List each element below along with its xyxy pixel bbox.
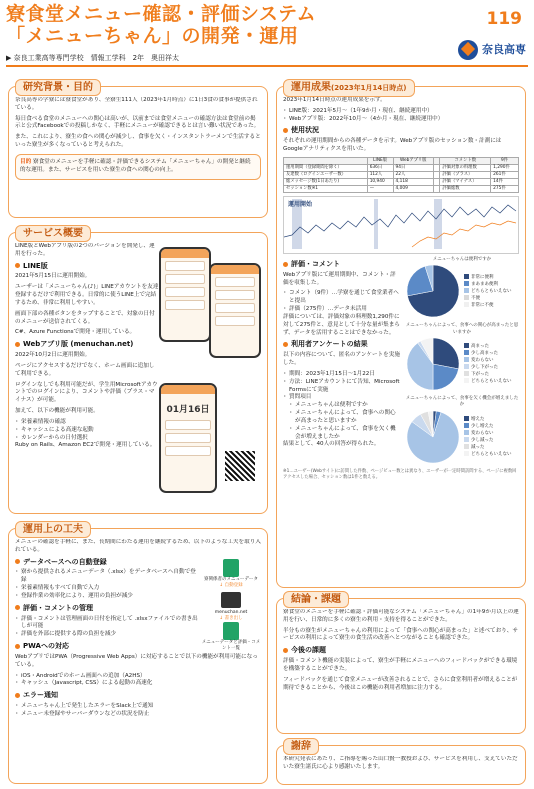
legend-label: 高まった: [471, 343, 489, 349]
legend-item: [464, 288, 512, 295]
legend-swatch: [464, 437, 469, 442]
phone-date: 01月16日: [166, 405, 210, 415]
future-text: 評価・コメント機能の実装によって、寮生が手軽にメニューへのフィードバックができる環境を構築することができた。: [283, 658, 518, 672]
survey-heading: 利用者アンケートの結果: [283, 340, 401, 350]
pie-chart-block: [405, 257, 519, 319]
list-item: ・ 評価を外部に提供する際の負担を減少: [15, 631, 201, 639]
table-header-cell: LINE版: [367, 157, 393, 164]
pwa-heading: PWAへの対応: [15, 642, 201, 652]
section-heading: 運用成果(2023年1月14日時点): [283, 79, 415, 97]
header-divider: [6, 65, 528, 67]
conclusion-section: [276, 594, 526, 734]
legend-label: 少し増えた: [471, 423, 494, 429]
list-item: ・ カレンダーからの日付選択: [15, 435, 159, 443]
section-heading: 運用上の工夫: [15, 521, 91, 538]
list-item: ・ 期間：2023年1月15日〜1月22日: [283, 371, 401, 379]
question-item: ・ メニューちゃんによって、食事を欠く機会が増えましたか: [289, 426, 401, 442]
legend-item: [464, 371, 512, 378]
authors: ▶ 奈良工業高等専門学校 情報工学科 2年 奥田祥太: [6, 54, 180, 62]
logo-mark-icon: [458, 40, 478, 60]
table-cell: 10,940: [367, 178, 393, 185]
legend-item: [464, 444, 512, 451]
line-text: C#、Azure Functionsで開発・運用している。: [15, 329, 136, 336]
legend-item: [464, 357, 512, 364]
conclusion-text: 寮食堂のメニューを手軽に確認・評価可能なシステム「メニューちゃん」の1年9か月以上の運用を行い、日常的に多くの寮生の利用・支持を得ることができた。: [283, 609, 519, 623]
comment-mgmt-heading: 評価・コメントの管理: [15, 604, 201, 614]
table-header-cell: 9件: [491, 157, 519, 164]
server-icon: [221, 592, 241, 608]
legend-item: [464, 437, 512, 444]
section-heading: 研究背景・目的: [15, 79, 101, 96]
poster-header: [0, 0, 534, 80]
background-text: 奈良高専の学寮には寮食堂があり、全寮生111人（2023年1月時点）に1日3食の食事が提供されている。: [15, 97, 258, 111]
db-heading: データベースへの自動登録: [15, 558, 201, 568]
footnote: ※1…ユーザー(Webサイト)に訪問した件数、ページビュー数とは異なり、ユーザーが一定時間訪問する、ページに複数回アクセスした場合、セッション数は1件と数える。: [283, 468, 517, 480]
school-logo: [458, 40, 526, 60]
web-text: ページにアクセスするだけでなく、ホーム画面に追加して利用できる。: [15, 362, 155, 377]
legend-swatch: [464, 371, 469, 376]
legend-swatch: [464, 416, 469, 421]
table-header-row: [284, 157, 519, 164]
conclusion-text: 半分もの寮生がメニューちゃんの利用によって「食事への関心が高まった」と述べており、サービスの利用によって寮生の食生活の改善へとつながることも確認できた。: [283, 627, 518, 642]
line-text: ユーザーは「メニューちゃん(♪)」LINEアカウントを友達登録するだけで利用できる。日常的に使うLINE上で完結するため、非常に利用しやすい。: [15, 284, 159, 306]
table-row: [284, 178, 519, 185]
legend-swatch: [464, 451, 469, 456]
flow-label: 自動登録: [224, 583, 243, 589]
list-item: ・ iOS・Androidでのホーム画面への追加（A2HS）: [15, 673, 261, 681]
line-screenshot-phone-2: [209, 263, 261, 358]
table-cell: 評価（プラス）: [440, 171, 491, 178]
error-heading: エラー通知: [15, 691, 261, 701]
table-cell: 261件: [491, 171, 519, 178]
flow-label: 寮関係者のメニューデータ: [204, 577, 258, 582]
legend-label: 少し下がった: [471, 364, 498, 370]
usage-text: それぞれの運用期間からの各種データを示す。Webアプリ版のセッション数・計測にはGoogleアナリティクスを用いた。: [283, 138, 502, 153]
legend-swatch: [464, 357, 469, 362]
legend-swatch: [464, 378, 469, 383]
list-item: ・ キャッシュ（Javascript, CSS）による起動の高速化: [15, 680, 261, 688]
table-cell: 112人: [367, 171, 393, 178]
operation-intro: メニューの確認を手軽に、また、長期間にわたる運用を継続するため、以下のような工夫を取り入れている。: [15, 539, 261, 553]
legend-swatch: [464, 430, 469, 435]
pie-chart: [405, 263, 461, 319]
table-header-cell: [284, 157, 368, 164]
list-item: ・ 栄養素情報の確認: [15, 419, 159, 427]
legend-swatch: [464, 444, 469, 449]
question-item: ・ メニューちゃんによって、食事への関心が高まったと思いますか: [289, 410, 401, 426]
thanks-text: 本研究発表にあたり、ご指導を賜った山口賢一教授および、サービスを利用し、支えていただいた寮生諸氏に心より感謝いたします。: [283, 756, 518, 770]
pie-legend: [464, 274, 512, 309]
survey-pie-charts: [405, 257, 519, 468]
table-header-cell: Webアプリ版: [393, 157, 433, 164]
table-row: [284, 164, 519, 171]
pie-chart: [405, 336, 461, 392]
legend-item: [464, 302, 512, 309]
legend-swatch: [464, 343, 469, 348]
legend-label: 不便: [471, 295, 480, 301]
web-app-screenshot-phone: [159, 383, 217, 493]
legend-item: [464, 416, 512, 423]
flow-label: menuchan.net: [214, 609, 248, 615]
table-cell: 4,118: [393, 178, 433, 185]
line-text: 2021年5月15日に運用開始。: [15, 273, 91, 280]
pie-slice: [433, 338, 459, 369]
table-cell: セッション数※1: [284, 186, 368, 193]
web-version-heading: Webアプリ版 (menuchan.net): [15, 340, 159, 350]
line-screenshot-phone: [159, 247, 211, 342]
pwa-text: WebアプリではPWA（Progressive Web Apps）に対応することで以下の機能が利用可能になっている。: [15, 653, 258, 668]
legend-item: [464, 350, 512, 357]
page-number: 119: [486, 9, 522, 29]
legend-item: [464, 378, 512, 385]
thanks-section: [276, 741, 526, 785]
legend-item: [464, 423, 512, 430]
usage-heading: 使用状況: [283, 126, 519, 136]
legend-label: どちらともいえない: [471, 451, 512, 457]
background-text: また、これにより、寮生の食への関心が減少し、食事を欠く・インスタントラーメンで生活するといった寮生が多くなっていると考えられた。: [15, 134, 261, 149]
goal-label: 目的: [20, 158, 32, 165]
list-item: ・ メニュー未登録やサーバーダウンなどの状況を防止: [15, 711, 261, 719]
list-item: ・ 寮から提供されるメニューデータ（.xlsx）をデータベースへ自動で登録: [15, 569, 201, 585]
excel-file-icon: [223, 559, 239, 577]
flow-label: 書き出し: [224, 615, 243, 621]
legend-item: [464, 281, 512, 288]
table-cell: 運用期間（登録期間を除く）: [284, 164, 368, 171]
operation-flow-diagram: 寮関係者のメニューデータ ↓ 自動登録 menuchan.net ↓ 書き出し メニューデータと評価・コメント一覧: [201, 559, 261, 653]
background-section: [8, 82, 268, 218]
eval-text: 評価については、評価対象の料理数1,290件に対して275件と、意見として十分な量が集まらず、データを活用することはできなかった。: [283, 313, 400, 336]
list-item: ・ 登録作業の効率化により、運用の負担が減少: [15, 593, 201, 601]
list-item: ・ コメント（9件）…学寮を通じて食堂業者へと提出: [283, 290, 401, 306]
legend-swatch: [464, 288, 469, 293]
legend-label: 変わらない: [471, 357, 494, 363]
table-cell: 22人: [393, 171, 433, 178]
list-item: ・ 栄養素情報もすべて自動で入力: [15, 585, 201, 593]
table-row: [284, 171, 519, 178]
list-item: ・ 方法：LINEアカウントにて告知、Microsoft Formsにて実施: [283, 379, 401, 395]
chart-caption: 運用開始: [288, 201, 313, 209]
line-version-heading: LINE版: [15, 262, 159, 272]
list-item: ・ メニューちゃん上で発生したエラーをSlack上で通知: [15, 703, 261, 711]
table-cell: 94日: [393, 164, 433, 171]
table-header-cell: コメント数: [440, 157, 491, 164]
list-item: ・ 評価・コメントは管理画面の日付を指定して .xlsxファイルでの書き出しが可能: [15, 616, 201, 632]
legend-swatch: [464, 274, 469, 279]
legend-item: [464, 430, 512, 437]
section-heading: 結論・課題: [283, 591, 349, 608]
legend-item: [464, 364, 512, 371]
poster-title: [6, 4, 316, 48]
legend-label: まあまあ便利: [471, 281, 498, 287]
list-item: ・ 評価（275件）…データ未活用: [283, 306, 401, 314]
legend-label: 増えた: [471, 416, 485, 422]
legend-item: [464, 295, 512, 302]
legend-label: 下がった: [471, 371, 489, 377]
overview-intro: LINE版とWebアプリ版の2つのバージョンを開発し、運用を行った。: [15, 243, 155, 257]
pie-chart-block: [405, 323, 519, 392]
survey-result: 結果として、40人の回答が得られた。: [283, 441, 380, 448]
list-item: ・ Webアプリ版：2022年10月〜（4か月・現在、継続運用中）: [283, 116, 519, 124]
legend-label: 減った: [471, 444, 485, 450]
survey-text: 以下の内容について、匿名のアンケートを実施した。: [283, 352, 400, 367]
table-row: [284, 186, 519, 193]
legend-swatch: [464, 302, 469, 307]
legend-item: [464, 451, 512, 458]
flow-label: メニューデータと評価・コメント一覧: [201, 640, 261, 652]
table-cell: 275件: [491, 186, 519, 193]
table-cell: 1,290件: [491, 164, 519, 171]
table-cell: 評価総数: [440, 186, 491, 193]
results-intro: 2023年1月14日時点の運用成果を示す。: [283, 97, 386, 103]
line-text: 画面下部の各種ボタンをタップすることで、対象の日付のメニューが送信されてくる。: [15, 310, 155, 325]
web-text: Ruby on Rails、Amazon EC2で開発・運用している。: [15, 442, 156, 449]
eval-heading: 評価・コメント: [283, 260, 401, 270]
web-text: 2022年10月2日に運用開始。: [15, 352, 91, 359]
title-line-2: 「メニューちゃん」の開発・運用: [6, 24, 299, 47]
pie-title: メニューちゃんによって、食事を欠く機会が増えましたか: [405, 395, 519, 408]
table-cell: 評価（マイナス）: [440, 178, 491, 185]
list-item: ・ キャッシュによる高速な起動: [15, 427, 159, 435]
background-text: 毎日食べる食堂のメニューへの関心は高いが、以前までは食堂メニューの確認方法は食堂前の掲示と公式Facebookでの投稿しかなく、手軽にメニューが確認できるとは言い難い状況であった。: [15, 115, 260, 130]
usage-line-chart-svg: [284, 197, 519, 255]
legend-swatch: [464, 350, 469, 355]
legend-label: 少し高まった: [471, 350, 498, 356]
table-cell: 友達数（ログインユーザー数）: [284, 171, 368, 178]
pie-chart-block: [405, 396, 519, 465]
legend-swatch: [464, 281, 469, 286]
legend-swatch: [464, 423, 469, 428]
pie-legend: [464, 416, 512, 458]
legend-label: どちらともいえない: [471, 288, 512, 294]
web-text: 加えて、以下の機能が利用可能。: [15, 408, 99, 415]
legend-swatch: [464, 295, 469, 300]
logo-text: 奈良高専: [482, 43, 526, 57]
table-cell: 14件: [491, 178, 519, 185]
pie-legend: [464, 343, 512, 385]
legend-item: [464, 343, 512, 350]
operation-section: [8, 524, 268, 784]
table-cell: 評価対象の料理数: [440, 164, 491, 171]
legend-swatch: [464, 364, 469, 369]
overview-section: [8, 228, 268, 514]
web-text: ログインなしでも利用可能だが、学生用Microsoftアカウントでのログインにより、コメントや評価（プラス・マイナス）が可能。: [15, 381, 158, 404]
pie-slice: [433, 364, 459, 390]
section-heading: 謝辞: [283, 738, 319, 755]
usage-line-chart: [283, 196, 519, 254]
question-item: ・ メニューちゃんは便利ですか: [289, 402, 401, 410]
list-item: ・ LINE版：2021年5月〜（1年9か月・現在、継続運用中）: [283, 108, 519, 116]
results-section: [276, 82, 526, 588]
excel-file-icon: [223, 622, 239, 640]
table-cell: 総メッセージ数(1日あたり): [284, 178, 368, 185]
web-feature-list: [15, 419, 159, 442]
table-cell: 636日: [367, 164, 393, 171]
legend-label: 少し減った: [471, 437, 494, 443]
pie-title: メニューちゃんは便利ですか: [432, 257, 492, 263]
qr-code-icon: [225, 451, 255, 481]
usage-table: [283, 157, 519, 193]
list-item: ・ 質問項目: [283, 394, 401, 402]
legend-item: [464, 274, 512, 281]
legend-label: 非常に便利: [471, 274, 494, 280]
goal-text: 寮食堂のメニューを手軽に確認・評価できるシステム「メニューちゃん」の開発と継続的な運用。また、サービスを用いた寮生の食への関心の向上。: [20, 158, 251, 173]
future-text: フィードバックを通じて食堂メニューが改善されることで、さらに食堂利用者が増えることが期待できることから、今後はこの機能の利用者増加に注力する。: [283, 676, 518, 691]
section-heading: サービス概要: [15, 225, 91, 242]
title-line-1: 寮食堂メニュー確認・評価システム: [6, 3, 317, 25]
legend-label: 変わらない: [471, 430, 494, 436]
table-cell: —: [367, 186, 393, 193]
table-cell: 4,009: [393, 186, 433, 193]
legend-label: どちらともいえない: [471, 378, 512, 384]
pie-title: メニューちゃんによって、食事への関心が高まったと思いますか: [405, 323, 519, 335]
pie-chart: [405, 409, 461, 465]
eval-text: Webアプリ版にて運用期間中、コメント・評価を収集した。: [283, 271, 396, 286]
goal-box: [15, 154, 261, 180]
future-heading: 今後の課題: [283, 646, 519, 656]
legend-label: 非常に不便: [471, 302, 494, 308]
